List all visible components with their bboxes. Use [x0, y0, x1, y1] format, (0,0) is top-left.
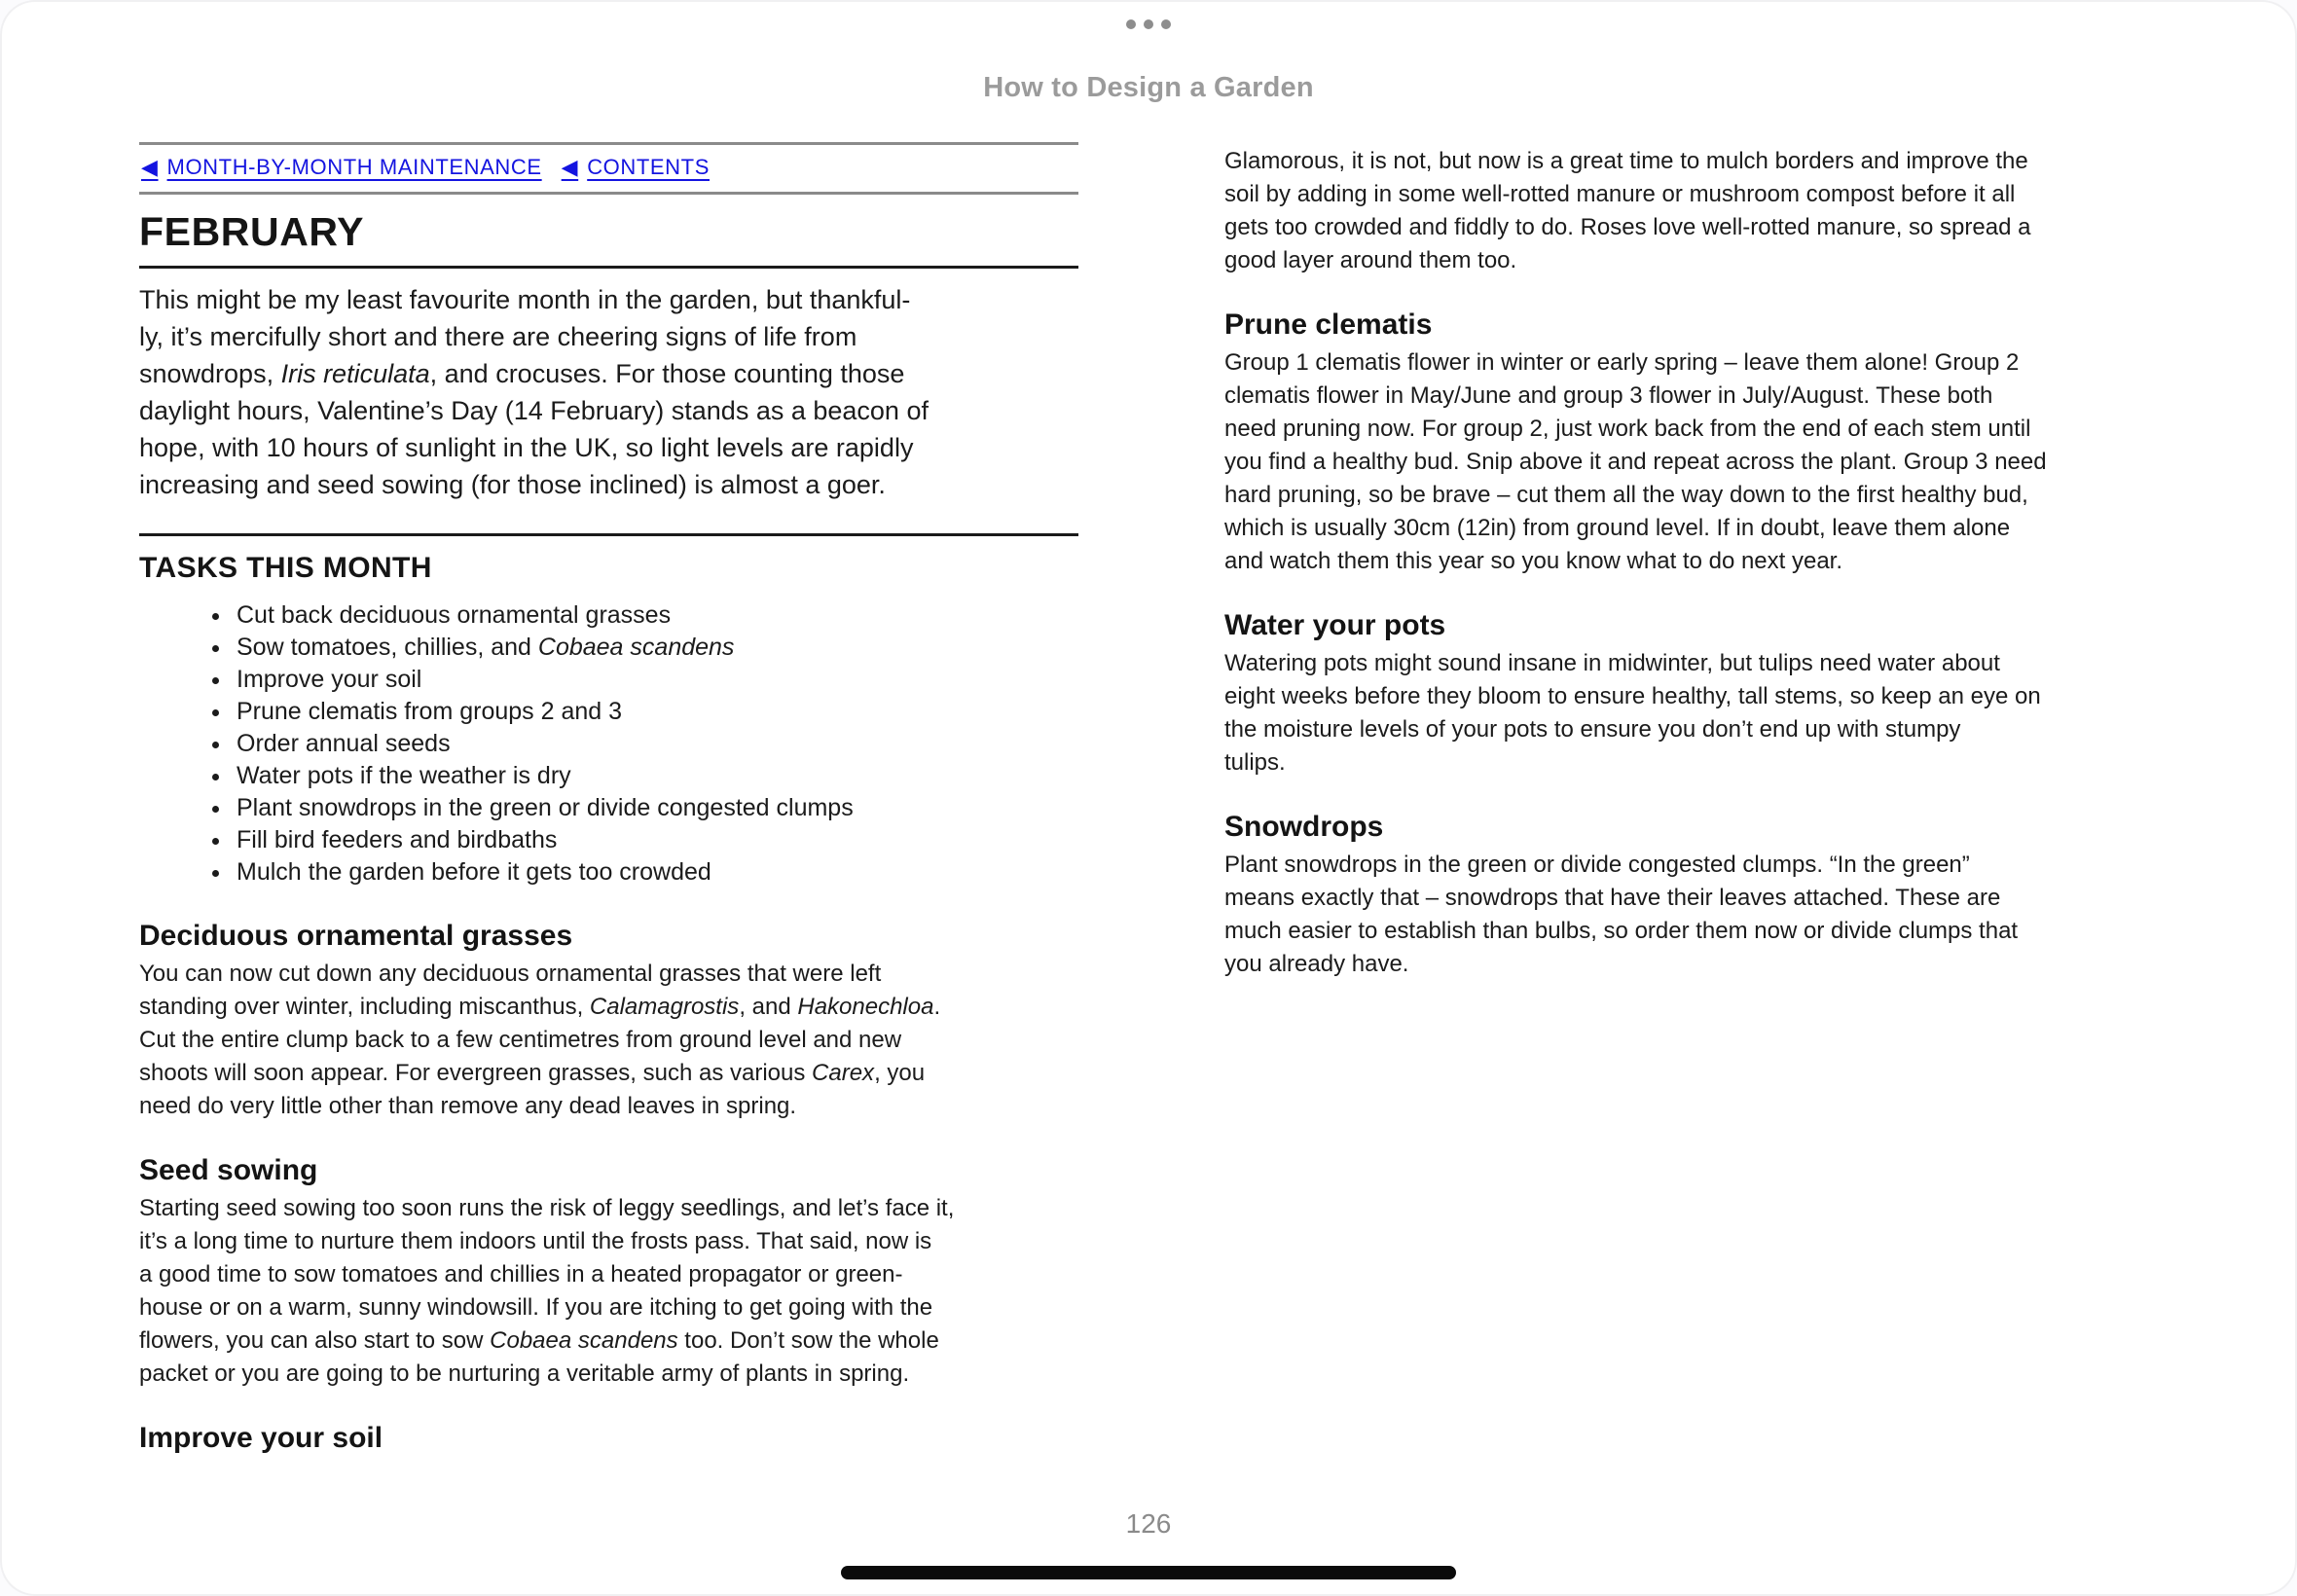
section-paragraph: Watering pots might sound insane in midwinter, but tulips need water about eight weeks before they bloom to ensure healthy, tall stems, so keep an eye on the moisture levels of your pots to ensure you don’t end up with stumpy tulips.: [1224, 650, 2041, 776]
divider: [139, 533, 1078, 536]
task-list-item: • Plant snowdrops in the green or divide congested clumps: [233, 792, 1078, 824]
task-list-item: • Water pots if the weather is dry: [233, 760, 1078, 792]
breadcrumb: [139, 142, 1078, 195]
task-list-item: • Fill bird feeders and birdbaths: [233, 824, 1078, 856]
section-heading-water-your-pots: Water your pots: [1224, 609, 1446, 641]
tasks-list: [139, 599, 1078, 889]
section-heading-seed-sowing: Seed sowing: [139, 1154, 318, 1186]
right-page-column: [1224, 142, 2164, 981]
ellipsis-dot-icon: [1161, 19, 1171, 29]
task-list-item: • Prune clematis from groups 2 and 3: [233, 696, 1078, 728]
back-triangle-icon: ◀: [141, 155, 159, 179]
section-paragraph: Glamorous, it is not, but now is a great time to mulch borders and improve the soil by adding in some well-rotted manure or mushroom compost before it all gets too crowded and fiddly to do. Roses love well-rotted manure, so spread a good layer around them too.: [1224, 148, 2031, 273]
nav-link-label: CONTENTS: [587, 155, 710, 179]
nav-link-month-by-month-maintenance[interactable]: [141, 155, 542, 180]
ellipsis-menu-button[interactable]: [1122, 16, 1175, 33]
task-list-item: • Mulch the garden before it gets too crowded: [233, 856, 1078, 889]
section-paragraph: Plant snowdrops in the green or divide congested clumps. “In the green” means exactly that – snowdrops that have their leaves attached. These are much easier to establish than bulbs, so order them now or divide clumps that you already have.: [1224, 852, 2019, 977]
nav-link-label: MONTH-BY-MONTH MAINTENANCE: [166, 155, 542, 179]
task-list-item: • Order annual seeds: [233, 728, 1078, 760]
task-list-item: • Cut back deciduous ornamental grasses: [233, 599, 1078, 632]
back-triangle-icon: ◀: [561, 155, 579, 179]
task-list-item: • Sow tomatoes, chillies, and Cobaea scandens: [233, 632, 1078, 664]
book-title: How to Design a Garden: [983, 72, 1314, 103]
task-list-item: • Improve your soil: [233, 664, 1078, 696]
section-heading-snowdrops: Snowdrops: [1224, 811, 1384, 843]
section-heading-prune-clematis: Prune clematis: [1224, 308, 1433, 341]
ellipsis-dot-icon: [1144, 19, 1153, 29]
home-indicator-handle[interactable]: [841, 1566, 1456, 1579]
ellipsis-dot-icon: [1126, 19, 1136, 29]
divider: [139, 266, 1078, 269]
section-paragraph: You can now cut down any deciduous ornamental grasses that were left standing over winter, including miscanthus, Calamagrostis, and Hakonechloa. Cut the entire clump back to a few centimetres from ground level and new shoots will soon appear. For evergreen grasses, such as various Carex, you need do very little other than remove any dead leaves in spring.: [139, 961, 941, 1119]
section-heading-improve-your-soil: Improve your soil: [139, 1422, 383, 1454]
page-number: 126: [1125, 1508, 1172, 1539]
section-heading-deciduous-grasses: Deciduous ornamental grasses: [139, 920, 573, 952]
chapter-title: FEBRUARY: [139, 209, 365, 254]
section-paragraph: Starting seed sowing too soon runs the risk of leggy seedlings, and let’s face it, it’s a long time to nurture them indoors until the frosts pass. That said, now is a good time to sow tomatoes and chillies in a heated propagator or green- house or on a warm, sunny windowsill. If you are itching to get going with the flowers, you can also start to sow Cobaea scandens too. Don’t sow the whole packet or you are going to be nurturing a veritable army of plants in spring.: [139, 1195, 955, 1387]
left-page-column: [139, 142, 1078, 1460]
nav-link-contents[interactable]: [562, 155, 710, 180]
tasks-heading: TASKS THIS MONTH: [139, 552, 432, 584]
chapter-intro-paragraph: This might be my least favourite month in the garden, but thankful- ly, it’s mercifully short and there are cheering signs of life from snowdrops, Iris reticulata, and crocuses. For those counting those daylight hours, Valentine’s Day (14 February) stands as a beacon of hope, with 10 hours of sunlight in the UK, so light levels are rapidly increasing and seed sowing (for those inclined) is almost a goer.: [139, 285, 929, 499]
section-paragraph: Group 1 clematis flower in winter or early spring – leave them alone! Group 2 clematis flower in May/June and group 3 flower in July/August. These both need pruning now. For group 2, just work back from the end of each stem until you find a healthy bud. Snip above it and repeat across the plant. Group 3 need hard pruning, so be brave – cut them all the way down to the first healthy bud, which is usually 30cm (12in) from ground level. If in doubt, leave them alone and watch them this year so you know what to do next year.: [1224, 349, 2047, 574]
